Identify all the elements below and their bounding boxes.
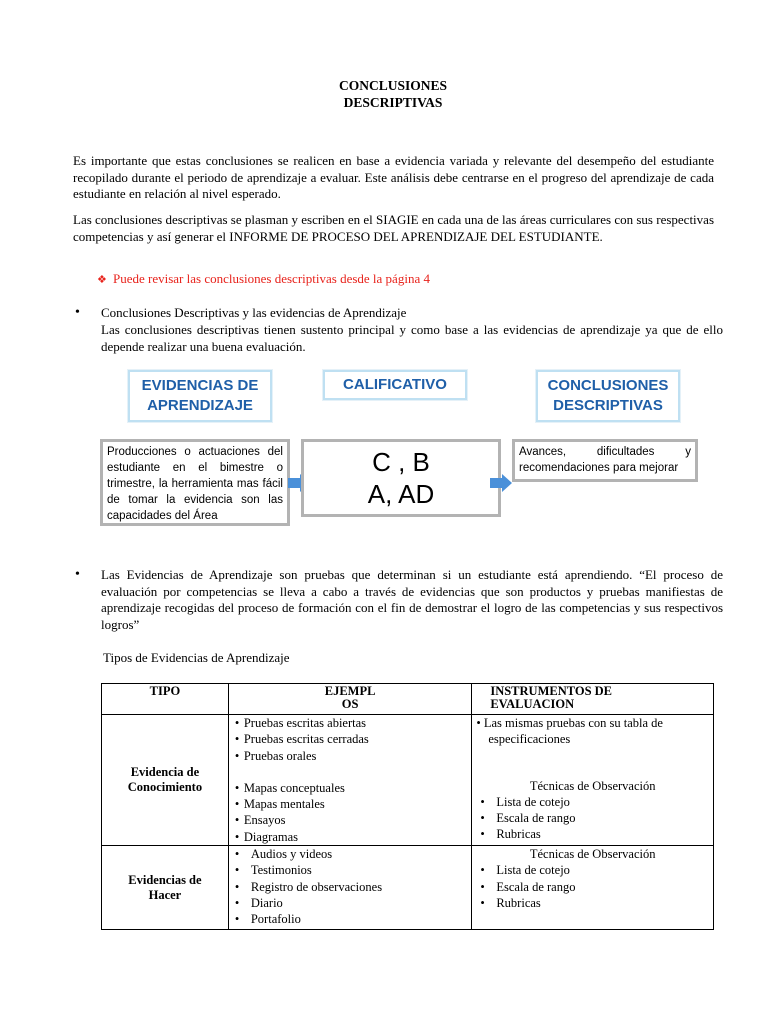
diagram-head-evidencias-line2: APRENDIZAJE [147, 397, 253, 414]
intro-paragraph: Es importante que estas conclusiones se realicen en base a evidencia variada y relevante del desempeño del estudiante recopilado durante el periodo de aprendizaje a evaluar. Este análisis debe centrarse en el progreso del aprendizaje de cada estudiante en relación al nivel esperado. [73, 153, 714, 201]
instr-top-line2: especificaciones [488, 732, 571, 747]
list-item: • Testimonios [235, 862, 467, 878]
diagram-head-conclusiones-line1: CONCLUSIONES [547, 377, 669, 394]
page-reference-text: Puede revisar las conclusiones descriptivas desde la página 4 [113, 271, 430, 286]
row-instrumentos-hacer [472, 846, 714, 930]
instr-list [476, 794, 709, 843]
list-item: • Mapas mentales [235, 796, 467, 812]
list-item: • Registro de observaciones [235, 879, 467, 895]
instr-list [476, 862, 709, 911]
diagram-box-evidencias: Producciones o actuaciones del estudiante en el bimestre o trimestre, la herramienta mas fácil de tomar la evidencia son las capacidades del Área [100, 439, 290, 526]
row-tipo-line1: Evidencia de [130, 765, 200, 780]
list-item: • Diario [235, 895, 467, 911]
list-item: • Lista de cotejo [480, 794, 709, 810]
page-title-line1: CONCLUSIONES [338, 78, 448, 93]
header-instrumentos-line2: EVALUACION [490, 697, 575, 711]
row-instrumentos-conocimiento [472, 715, 714, 846]
header-ejemplos-line2: OS [341, 697, 359, 711]
list-item: • Escala de rango [480, 879, 709, 895]
list-item: • Pruebas escritas cerradas [235, 731, 467, 747]
table-caption: Tipos de Evidencias de Aprendizaje [103, 650, 290, 665]
diagram-box-calificativo [301, 439, 501, 517]
list-item: • Rubricas [480, 895, 709, 911]
diagram-head-conclusiones [536, 370, 680, 422]
instr-title: Técnicas de Observación [529, 778, 656, 793]
diagram-head-calificativo [323, 370, 467, 400]
diagram-grade-line1: C , B [372, 447, 430, 477]
examples-list-b [235, 780, 467, 845]
siagie-paragraph: Las conclusiones descriptivas se plasman y escriben en el SIAGIE en cada una de las áreas curriculares con sus respectivas competencias y así generar el INFORME DE PROCESO DEL APRENDIZAJE DEL ESTUDIANTE. [73, 212, 714, 244]
bullet-icon: • [75, 567, 80, 582]
list-item: • Diagramas [235, 829, 467, 845]
instr-title: Técnicas de Observación [529, 847, 656, 862]
list-item: • Pruebas escritas abiertas [235, 715, 467, 731]
instr-top-line1: • Las mismas pruebas con su tabla de [476, 716, 663, 730]
table-header-row [102, 684, 714, 715]
header-tipo [102, 684, 229, 715]
header-tipo-label: TIPO [149, 684, 181, 698]
diagram-head-calificativo-label: CALIFICATIVO [343, 376, 447, 393]
header-instrumentos [472, 684, 714, 715]
row-tipo-line2: Conocimiento [127, 780, 203, 795]
list-item: • Portafolio [235, 911, 467, 927]
bullet-icon: • [75, 305, 80, 320]
row-tipo-conocimiento [102, 715, 229, 846]
table-row [102, 846, 714, 930]
bullet1-heading: Conclusiones Descriptivas y las evidencias de Aprendizaje [101, 305, 407, 320]
list-item: • Escala de rango [480, 810, 709, 826]
page-title-line2: DESCRIPTIVAS [343, 95, 443, 110]
row-tipo-line2: Hacer [148, 887, 182, 902]
arrow-right-icon [490, 474, 514, 492]
evidence-types-table [101, 683, 714, 930]
bullet2-text: Las Evidencias de Aprendizaje son pruebas que determinan si un estudiante está aprendiendo. “El proceso de evaluación por competencias se lleva a cabo a través de evidencias que son productos y pruebas manifiestas de aprendizaje recogidas del proceso de formación con el fin de demostrar el logro de las competencias y sus respectivos logros” [101, 567, 723, 632]
examples-list-a [235, 715, 467, 764]
diamond-bullet-icon: ❖ [97, 274, 107, 286]
header-instrumentos-line1: INSTRUMENTOS DE [490, 684, 613, 698]
diagram-head-evidencias-line1: EVIDENCIAS DE [141, 377, 259, 394]
diagram-head-evidencias [128, 370, 272, 422]
list-item: • Pruebas orales [235, 748, 467, 764]
examples-list [235, 846, 467, 927]
list-item: • Mapas conceptuales [235, 780, 467, 796]
table-row [102, 715, 714, 846]
diagram-grade-line2: A, AD [367, 479, 435, 509]
bullet1-text: Las conclusiones descriptivas tienen sustento principal y como base a las evidencias de aprendizaje ya que de ello depende realizar una buena evaluación. [101, 322, 723, 354]
header-ejemplos [228, 684, 471, 715]
list-item: • Ensayos [235, 812, 467, 828]
diagram-head-conclusiones-line2: DESCRIPTIVAS [553, 397, 663, 414]
page-reference-note [97, 271, 430, 288]
diagram-box-conclusiones: Avances, dificultades y recomendaciones para mejorar [512, 439, 698, 482]
row-ejemplos-hacer [228, 846, 471, 930]
list-item: • Audios y videos [235, 846, 467, 862]
list-item: • Lista de cotejo [480, 862, 709, 878]
row-ejemplos-conocimiento [228, 715, 471, 846]
row-tipo-hacer [102, 846, 229, 930]
list-item: • Rubricas [480, 826, 709, 842]
header-ejemplos-line1: EJEMPL [324, 684, 376, 698]
row-tipo-line1: Evidencias de [128, 872, 202, 887]
